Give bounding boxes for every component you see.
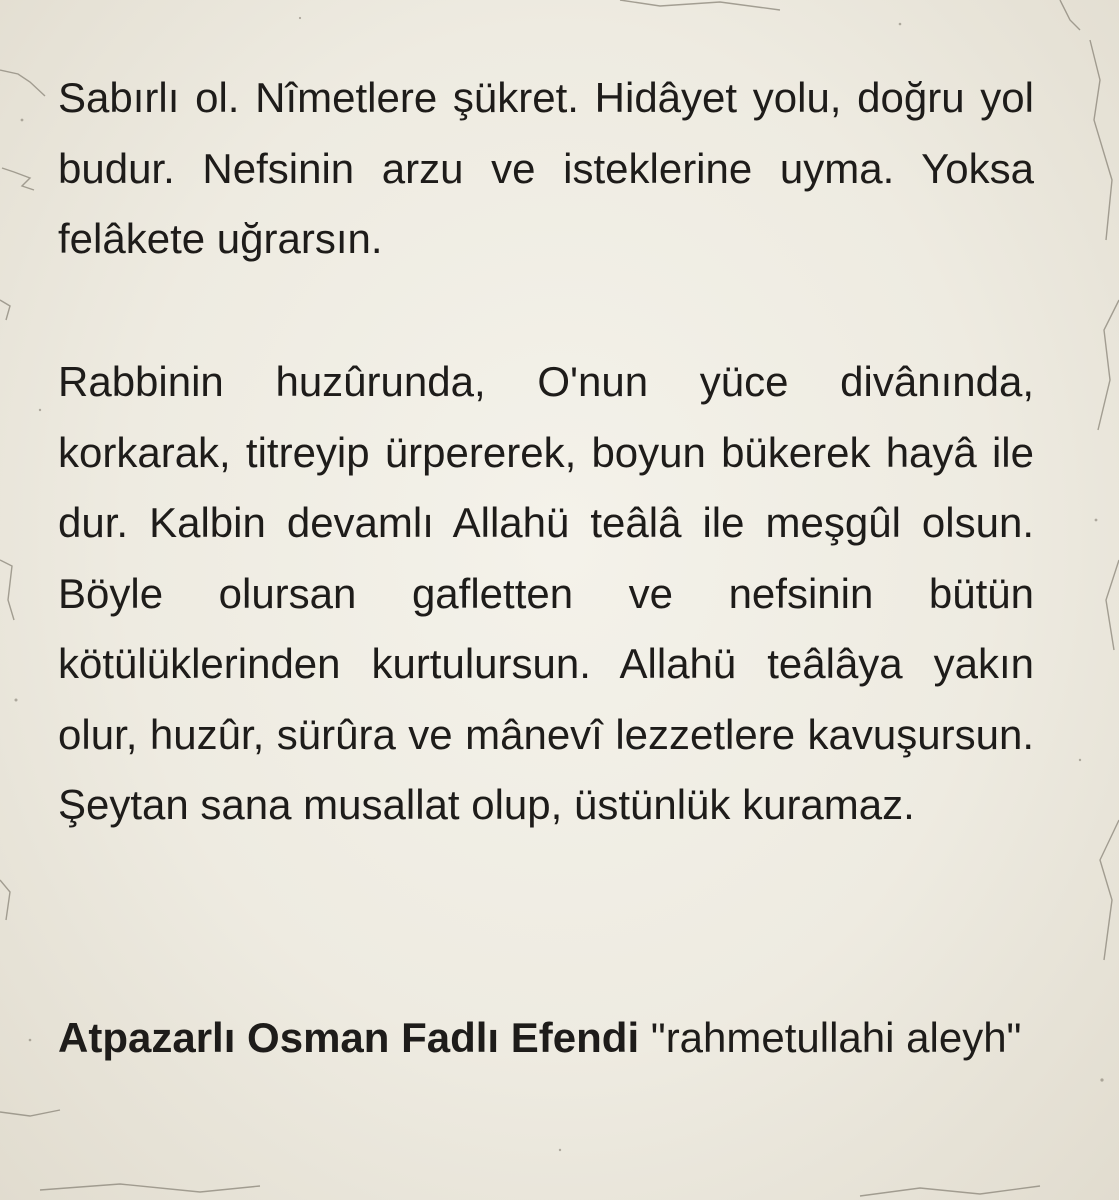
author-honorific: "rahmetullahi aleyh" xyxy=(650,1014,1022,1061)
author-attribution xyxy=(58,1003,1034,1074)
paragraph-patience: Sabırlı ol. Nîmetlere şükret. Hidâyet yolu, doğru yol budur. Nefsinin arzu ve isteklerine uyma. Yoksa felâkete uğrarsın. xyxy=(58,74,1034,262)
paragraph-presence-of-lord: Rabbinin huzûrunda, O'nun yüce divânında, korkarak, titreyip ürpererek, boyun bükerek hayâ ile dur. Kalbin devamlı Allahü teâlâ ile meşgûl olsun. Böyle olursan gafletten ve nefsinin bütün kötülüklerinden kurtulursun. Allahü teâlâya yakın olur, huzûr, sürûra ve mânevî lezzetlere kavuşursun. Şeytan sana musallat olup, üstünlük kuramaz. xyxy=(58,358,1034,828)
author-name: Atpazarlı Osman Fadlı Efendi xyxy=(58,1014,640,1061)
